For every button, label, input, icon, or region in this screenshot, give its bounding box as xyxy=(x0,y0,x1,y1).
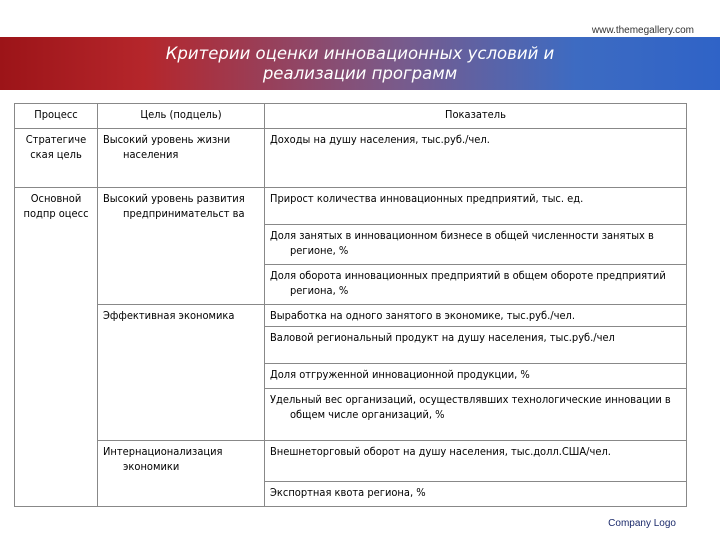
cell-indicator-turnover: Доля оборота инновационных предприятий в общем обороте предприятий региона, % xyxy=(265,265,687,305)
cell-indicator-orgs: Удельный вес организаций, осуществлявших технологические инновации в общем числе организаций, % xyxy=(265,389,687,441)
slide-title-line-2: реализации программ xyxy=(262,64,458,83)
table-row xyxy=(15,129,687,188)
cell-indicator-export: Экспортная квота региона, % xyxy=(265,482,687,507)
cell-goal-intl: Интернационализация экономики xyxy=(98,441,265,507)
cell-indicator-trade: Внешнеторговый оборот на душу населения, тыс.долл.США/чел. xyxy=(265,441,687,482)
table-header-row xyxy=(15,104,687,129)
cell-indicator-income: Доходы на душу населения, тыс.руб./чел. xyxy=(265,129,687,188)
cell-indicator-output: Выработка на одного занятого в экономике, тыс.руб./чел. xyxy=(265,305,687,327)
site-url: www.themegallery.com xyxy=(591,25,694,36)
cell-indicator-growth: Прирост количества инновационных предприятий, тыс. ед. xyxy=(265,188,687,225)
header-goal: Цель (подцель) xyxy=(98,104,265,129)
header-indicator: Показатель xyxy=(265,104,687,129)
header-process: Процесс xyxy=(15,104,98,129)
cell-goal-high-living: Высокий уровень жизни населения xyxy=(98,129,265,188)
cell-indicator-grp: Валовой региональный продукт на душу населения, тыс.руб./чел xyxy=(265,327,687,364)
slide-title-line-1: Критерии оценки инновационных условий и xyxy=(165,44,555,63)
cell-process-main: Основной подпр оцесс xyxy=(15,188,98,507)
cell-indicator-shipped: Доля отгруженной инновационной продукции, % xyxy=(265,364,687,389)
criteria-table xyxy=(14,103,687,507)
table-row xyxy=(15,188,687,225)
cell-process-strategic: Стратегиче ская цель xyxy=(15,129,98,188)
cell-goal-economy: Эффективная экономика xyxy=(98,305,265,441)
cell-indicator-employed: Доля занятых в инновационном бизнесе в общей численности занятых в регионе, % xyxy=(265,225,687,265)
title-banner xyxy=(0,37,720,90)
slide-title xyxy=(0,44,720,84)
company-logo: Company Logo xyxy=(608,518,676,529)
table-row xyxy=(15,305,687,327)
cell-goal-entrepreneurship: Высокий уровень развития предпринимательст ва xyxy=(98,188,265,305)
table-row xyxy=(15,441,687,482)
